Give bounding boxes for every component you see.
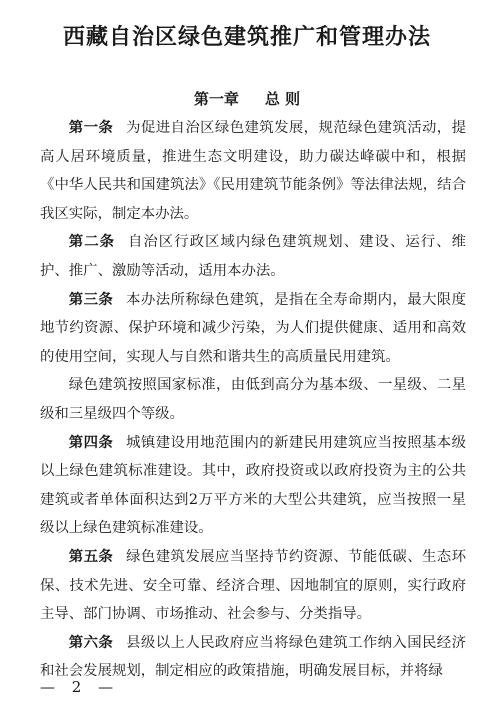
article-label: 第六条 bbox=[68, 633, 114, 651]
document-body bbox=[40, 114, 466, 686]
article-3-continued bbox=[40, 371, 466, 428]
article-label: 第四条 bbox=[68, 433, 114, 451]
document-title: 西藏自治区绿色建筑推广和管理办法 bbox=[62, 24, 431, 50]
article-label: 第一条 bbox=[68, 119, 114, 136]
article-4 bbox=[40, 429, 466, 543]
article-text: 本办法所称绿色建筑，是指在全寿命期内，最大限度地节约资源、保护环境和减少污染，为人们提供健康、适用和高效的使用空间，实现人与自然和谐共生的高质量民用建筑。 bbox=[40, 291, 466, 365]
article-text: 为促进自治区绿色建筑发展，规范绿色建筑活动，提高人居环境质量，推进生态文明建设，助力碳达峰碳中和，根据《中华人民共和国建筑法》《民用建筑节能条例》等法律法规，结合我区实际，制定本办法。 bbox=[40, 120, 466, 222]
article-5 bbox=[40, 543, 466, 629]
article-label: 第二条 bbox=[68, 233, 116, 251]
article-text: 绿色建筑按照国家标准，由低到高分为基本级、一星级、二星级和三星级四个等级。 bbox=[40, 377, 466, 422]
article-label: 第五条 bbox=[68, 547, 114, 565]
article-text: 县级以上人民政府应当将绿色建筑工作纳入国民经济和社会发展规划，制定相应的政策措施，明确发展目标，并将绿 bbox=[40, 634, 466, 680]
chapter-heading bbox=[0, 88, 494, 110]
article-text: 自治区行政区域内绿色建筑规划、建设、运行、维护、推广、激励等活动，适用本办法。 bbox=[40, 234, 466, 279]
article-1 bbox=[40, 114, 466, 228]
article-3 bbox=[40, 286, 466, 372]
page-number: — 2 — bbox=[40, 678, 120, 696]
article-2 bbox=[40, 228, 466, 285]
chapter-number: 第一章 bbox=[193, 90, 239, 108]
article-label: 第三条 bbox=[68, 290, 114, 308]
article-text: 城镇建设用地范围内的新建民用建筑应当按照基本级以上绿色建筑标准建设。其中，政府投资或以政府投资为主的公共建筑或者单体面积达到2万平方米的大型公共建筑，应当按照一星级以上绿色建筑标准建设。 bbox=[40, 434, 466, 537]
article-text: 绿色建筑发展应当坚持节约资源、节能低碳、生态环保、技术先进、安全可靠、经济合理、因地制宜的原则，实行政府主导、部门协调、市场推动、社会参与、分类指导。 bbox=[40, 548, 466, 623]
chapter-name: 总 则 bbox=[264, 90, 301, 108]
